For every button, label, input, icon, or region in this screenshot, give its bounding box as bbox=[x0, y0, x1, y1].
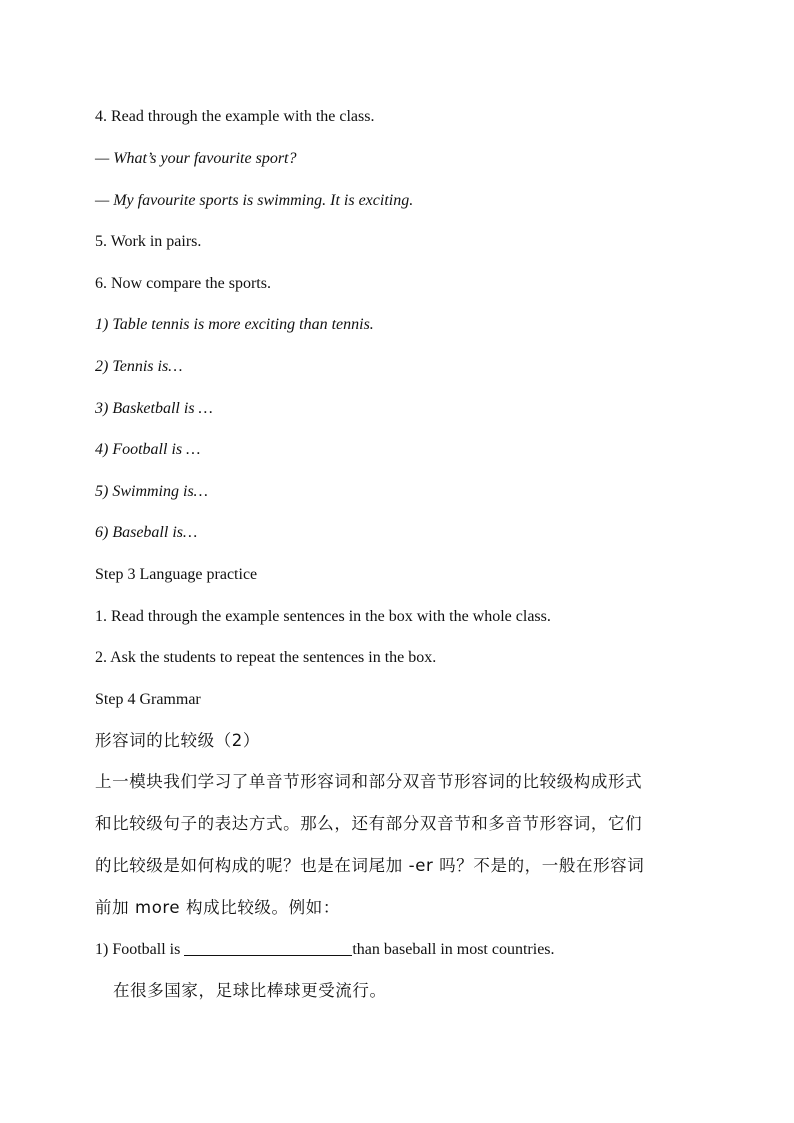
line-dialogue-question: — What’s your favourite sport? bbox=[95, 150, 297, 167]
compare-item-5: 5) Swimming is… bbox=[95, 483, 208, 500]
step3-item-2: 2. Ask the students to repeat the sentences in the box. bbox=[95, 649, 437, 666]
example-after: than baseball in most countries. bbox=[352, 941, 555, 958]
line-dialogue-answer: — My favourite sports is swimming. It is exciting. bbox=[95, 192, 414, 209]
example-translation: 在很多国家，足球比棒球更受流行。 bbox=[113, 981, 387, 1000]
compare-item-6: 6) Baseball is… bbox=[95, 524, 198, 541]
step3-item-1: 1. Read through the example sentences in the box with the whole class. bbox=[95, 608, 551, 625]
example-before: 1) Football is bbox=[95, 941, 185, 958]
step4-heading: Step 4 Grammar bbox=[95, 691, 201, 708]
grammar-para-3: 的比较级是如何构成的呢？也是在词尾加 -er 吗？不是的，一般在形容词 bbox=[95, 856, 645, 875]
compare-item-2: 2) Tennis is… bbox=[95, 358, 183, 375]
line-4-read-example: 4. Read through the example with the class. bbox=[95, 108, 375, 125]
compare-item-3: 3) Basketball is … bbox=[95, 400, 213, 417]
grammar-para-4: 前加 more 构成比较级。例如： bbox=[95, 898, 340, 917]
answer-blank bbox=[184, 939, 352, 956]
example-sentence bbox=[95, 939, 555, 960]
grammar-title: 形容词的比较级（2） bbox=[95, 731, 260, 750]
grammar-para-1: 上一模块我们学习了单音节形容词和部分双音节形容词的比较级构成形式 bbox=[95, 772, 643, 791]
line-5-work-pairs: 5. Work in pairs. bbox=[95, 233, 202, 250]
compare-item-1: 1) Table tennis is more exciting than tennis. bbox=[95, 316, 374, 333]
line-6-compare: 6. Now compare the sports. bbox=[95, 275, 271, 292]
compare-item-4: 4) Football is … bbox=[95, 441, 201, 458]
step3-heading: Step 3 Language practice bbox=[95, 566, 258, 583]
grammar-para-2: 和比较级句子的表达方式。那么，还有部分双音节和多音节形容词，它们 bbox=[95, 814, 643, 833]
